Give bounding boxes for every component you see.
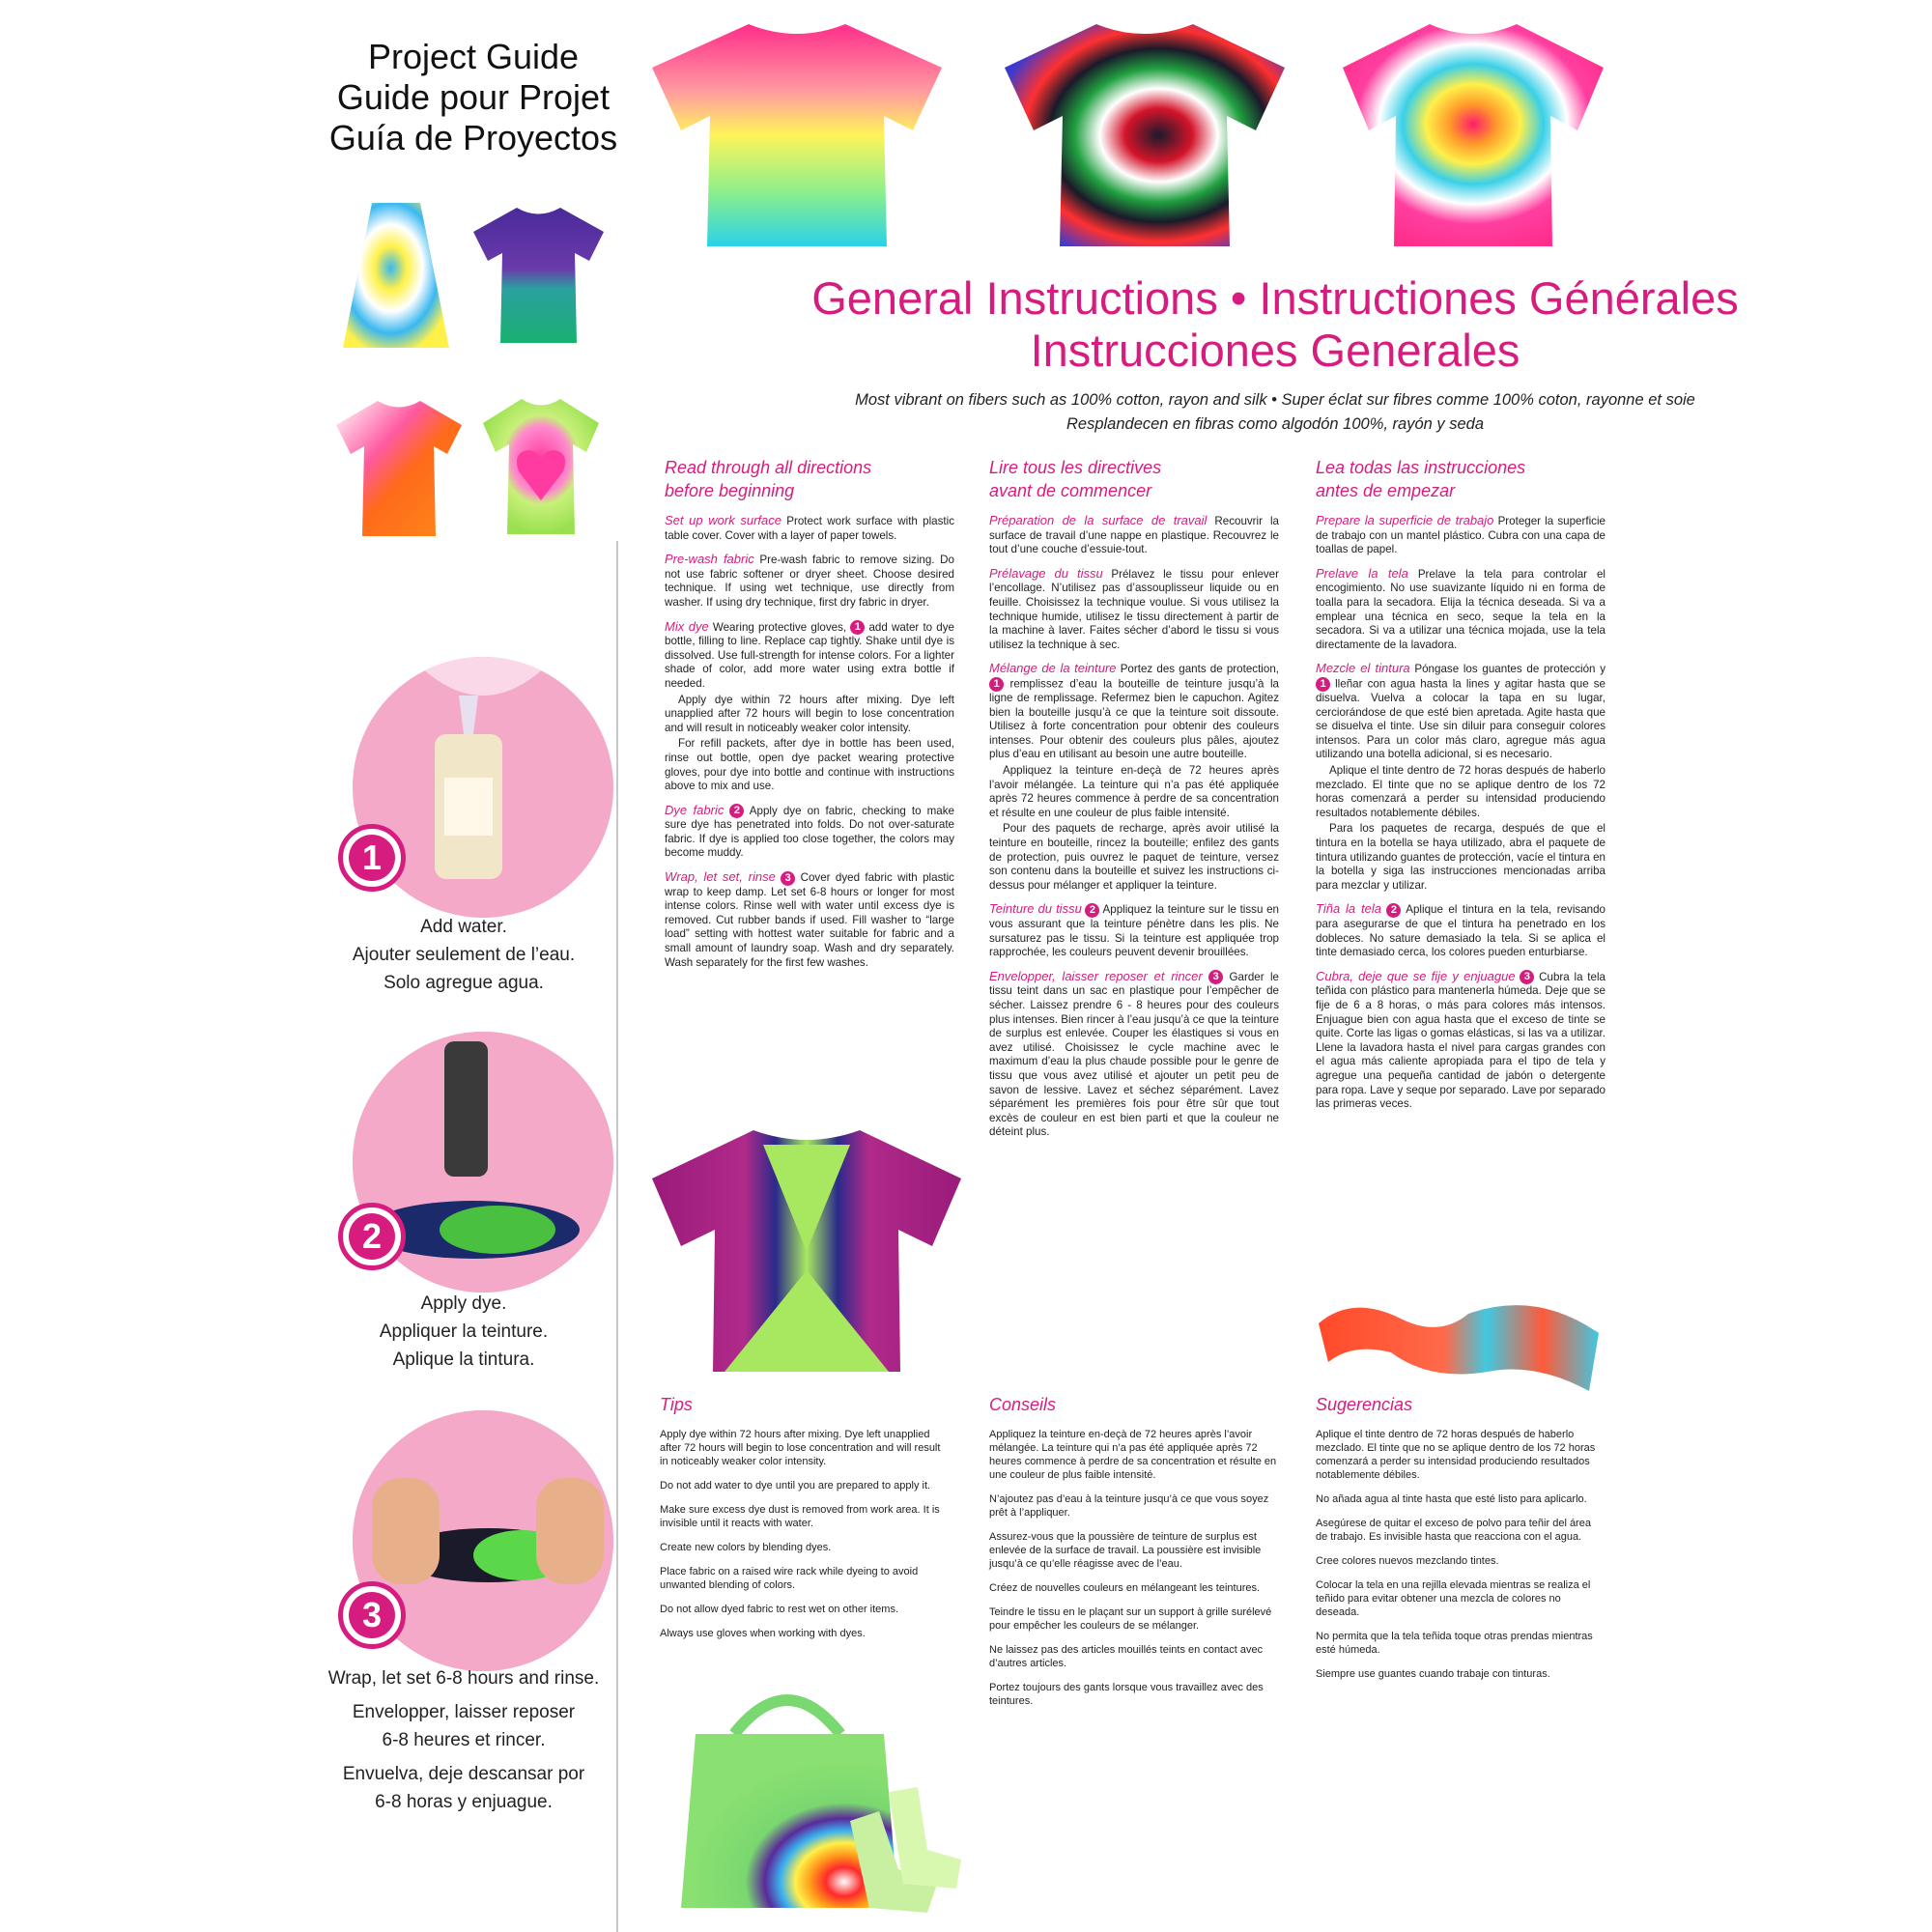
dress-spiral-image: [328, 198, 464, 353]
step-3-badge: 3: [338, 1581, 406, 1649]
french-instructions: Lire tous les directives avant de commencer Préparation de la surface de travail Recouvrir la surface de travail d’une nappe en plastique. Recouvrez le tout d’une couche d’essuie-tout. Prélavage du tissu Prélavez le tissu pour enlever l’encollage. N’utilisez pas d’assouplisseur liquide ou en feuille. Choisissez la technique voulue. Si vous utilisez la technique humide, utilisez le tissu directement à partir de la machine à laver. Faites sécher d’abord le tissu si vous utilisez la technique à sec. Mélange de la teinture Portez des gants de protection, 1 remplissez d’eau la bouteille de teinture jusqu’à la ligne de remplissage. Refermez bien le capuchon. Agitez bien la bouteille jusqu’à ce que la teinture soit dissoute. Utilisez à forte concentration pour obtenir des couleurs intenses. Pour obtenir des couleurs plus pâles, ajoutez plus d’eau en utilisant au besoin une autre bouteille. Appliquez la teinture en-deçà de 72 heures après l’avoir mélangée. La teinture qui n’a pas été appliquée après 72 heures commence à perdre de sa concentration et résulte en une couleur de plus faible intensité. Pour des paquets de recharge, après avoir utilisé la teinture en bouteille, rincez la bouteille; enfilez des gants de protection, puis ouvrez le paquet de teinture, versez son contenu dans la bouteille et suivez les instructions ci-dessus pour mélanger et appliquer la teinture. Teinture du tissu 2 Appliquez la teinture sur le tissu en vous assurant que la teinture pénètre dans les plis. Ne sursaturez pas le tissu. Si la teinture est appliquée trop rapprochée, les couleurs peuvent devenir brouillées. Envelopper, laisser reposer et rincer 3 Garder le tissu teint dans un sac en plastique pour l’empêcher de sécher. Laissez prendre 6 - 8 heures pour des couleurs plus intenses. Bien rincer à l’eau jusqu’à ce que la teinture de surplus est enlevée. Couper les élastiques si vous en avez utilisé. Choisissez le cycle machine avec le maximum d’eau la plus chaude possible pour le genre de tissu que vous avez utilisé et ajouter un petit peu de savon de lessive. Lavez et séchez séparément. Lavez séparément les premières fois pour être sûr que tout excès de couleur en est bien parti et que la couleur ne déteint plus.: [989, 458, 1279, 1139]
sugerencias-heading: Sugerencias: [1316, 1395, 1413, 1414]
orange-shirt-image: [331, 396, 467, 541]
title-line-2: Instrucciones Generales: [1030, 325, 1520, 376]
guide-title-en: Project Guide: [367, 37, 580, 76]
french-heading: Lire tous les directives avant de commencer: [989, 458, 1162, 500]
x-pattern-shirt-image: [647, 1125, 966, 1377]
english-heading: Read through all directions before beginning: [665, 458, 872, 500]
step-1-marker: 1: [850, 620, 865, 635]
scarf-image: [1314, 1285, 1604, 1406]
tips-spanish: Sugerencias Aplique el tinte dentro de 72 horas después de haberlo mezclado. El tinte que no se aplique dentro de los 72 horas comenzará a perder su intensidad produciendo resultados notablemente débiles. No añada agua al tinte hasta que esté listo para aplicarlo. Asegúrese de quitar el exceso de polvo para teñir del área de trabajo. Es invisible hasta que reacciona con el agua. Cree colores nuevos mezclando tintes. Colocar la tela en una rejilla elevada mientras se realiza el teñido para evitar obtener una mezcla de colores no deseada. No permita que la tela teñida toque otras prendas mientras esté húmeda. Siempre use guantes cuando trabaje con tinturas.: [1316, 1393, 1605, 1691]
tips-french: Conseils Appliquez la teinture en-deçà de 72 heures après l’avoir mélangée. La teinture qui n’a pas été appliquée après 72 heures commence à perdre de sa concentration et résulte en une couleur de plus faible intensité. N’ajoutez pas d’eau à la teinture jusqu’à ce que vous soyez prêt à l’appliquer. Assurez-vous que la poussière de teinture de surplus est enlevée de la surface de travail. La poussière est invisible jusqu’à ce qu’elle réagisse avec de l’eau. Créez de nouvelles couleurs en mélangeant les teintures. Teindre le tissu en le plaçant sur un support à grille surélevé pour empêcher les couleurs de se mélanger. Ne laissez pas des articles mouillés teints en contact avec d’autres articles. Portez toujours des gants lorsque vous travaillez avec des teintures.: [989, 1393, 1279, 1719]
tote-bag-image: [676, 1676, 966, 1918]
purple-shirt-image: [469, 203, 609, 348]
general-instructions-title: [628, 272, 1922, 377]
step-3-caption: Wrap, let set 6-8 hours and rinse. Envelopper, laisser reposer 6-8 heures et rincer. Envuelva, deje descansar por 6-8 horas y enjuague.: [327, 1668, 600, 1812]
project-guide-title: [290, 37, 657, 158]
heart-shirt-image: [478, 394, 604, 539]
title-line-1: General Instructions • Instructiones Générales: [811, 272, 1739, 324]
rainbow-shirt-image: [647, 19, 947, 251]
step-2-badge: 2: [338, 1203, 406, 1270]
conseils-heading: Conseils: [989, 1395, 1057, 1414]
dark-spiral-shirt-image: [1000, 19, 1290, 251]
spanish-heading: Lea todas las instrucciones antes de empezar: [1316, 458, 1526, 500]
guide-title-es: Guía de Proyectos: [328, 118, 618, 157]
guide-title-fr: Guide pour Projet: [336, 77, 611, 117]
tips-heading: Tips: [660, 1395, 693, 1414]
column-divider: [616, 541, 618, 1932]
step-1-caption: Add water. Ajouter seulement de l’eau. Solo agregue agua.: [352, 917, 576, 993]
step-2-marker: 2: [729, 804, 744, 818]
tips-english: Tips Apply dye within 72 hours after mixing. Dye left unapplied after 72 hours will begin to lose concentration and will result in noticeably weaker color intensity. Do not add water to dye until you are prepared to apply it. Make sure excess dye dust is removed from work area. It is invisible until it reacts with water. Create new colors by blending dyes. Place fabric on a raised wire rack while dyeing to avoid unwanted blending of colors. Do not allow dyed fabric to rest wet on other items. Always use gloves when working with dyes.: [660, 1393, 950, 1651]
step-2-caption: Apply dye. Appliquer la teinture. Aplique la tintura.: [379, 1293, 549, 1370]
step-1-badge: 1: [338, 824, 406, 892]
step-3-marker: 3: [781, 871, 795, 886]
spanish-instructions: Lea todas las instrucciones antes de empezar Prepare la superficie de trabajo Proteger la superficie de trabajo con un mantel plástico. Cubra con una capa de toallas de papel. Prelave la tela Prelave la tela para controlar el encogimiento. No use suavizante líquido ni en forma de toalla para la secadora. Elija la técnica deseada. Si va a emplear una técnica en seco, seque la tela en la secadora. Si va a utilizar una técnica mojada, use la tela directamente de la lavadora. Mezcle el tintura Póngase los guantes de protección y 1 lleñar con agua hasta la lines y agitar hasta que se disuelva. Vuelva a colocar la tapa en su lugar, cerciorándose de que esté bien apretada. Agite hasta que se disuelva el tinte. Use sin diluir para conseguir colores intensos. Para un color más claro, agregue más agua utilizando una botella adicional, si es necesario. Aplique el tinte dentro de 72 horas después de haberlo mezclado. El tinte que no se aplique dentro de los 72 horas comenzará a perder su intensidad produciendo resultados notablemente débiles. Para los paquetes de recarga, después de que el tintura en la botella se haya utilizado, abra el paquete de tintura utilizando guantes de protección, vacíe el tintura en la botella y siga las instrucciones mencionadas arriba para mezclar y utilizar. Tiña la tela 2 Aplique el tintura en la tela, revisando para asegurarse de que el tintura ha penetrado en los dobleces. No sature demasiado la tela. Si se aplica el tinte demasiado cerca, los colores pueden enturbiarse. Cubra, deje que se fije y enjuague 3 Cubra la tela teñida con plástico para mantenerla húmeda. Deje que se fije de 6 a 8 horas, o más para colores más intensos. Enjuague bien con agua hasta que el exceso de tinte se quite. Corte las ligas o gomas elásticas, si las va a utilizar. Llene la lavadora hasta el nivel para cargas grandes con el agua más caliente apropiada para el tipo de tela y agregue una pequeña cantidad de jabón o detergente para ropa. Lave y seque por separado. Lave por separado las primeras veces.: [1316, 458, 1605, 1111]
english-instructions: Read through all directions before beginning Set up work surface Protect work surface with plastic table cover. Cover with a layer of paper towels. Pre-wash fabric Pre-wash fabric to remove sizing. Do not use fabric softener or dryer sheet. Choose desired technique. If using wet technique, use directly from washer. If using dry technique, first dry fabric in dryer. Mix dye Wearing protective gloves, 1 add water to dye bottle, filling to line. Replace cap tightly. Shake until dye is dissolved. Use full-strength for intense colors. For a lighter shade of color, add more water using extra bottle if needed. Apply dye within 72 hours after mixing. Dye left unapplied after 72 hours will begin to lose concentration and will result in noticeably weaker color intensity. For refill packets, after dye in bottle has been used, rinse out bottle, open dye packet wearing protective gloves, pour dye into bottle and continue with instructions above to mix and use. Dye fabric 2 Apply dye on fabric, checking to make sure dye has penetrated into folds. Do not over-saturate fabric. If dye is applied too close together, the colors may become muddy. Wrap, let set, rinse 3 Cover dyed fabric with plastic wrap to keep damp. Let set 6-8 hours or longer for most intense colors. Rinse well with water until excess dye is removed. Cut rubber bands if used. Fill washer to “large load” setting with hottest water suitable for fabric and a small amount of laundry soap. Wash and dry separately. Wash separately for the first few washes.: [665, 458, 954, 969]
fiber-subtitle: Most vibrant on fibers such as 100% cotton, rayon and silk • Super éclat sur fibres comme 100% coton, rayonne et soie Resplandecen en fibras como algodón 100%, rayón y seda: [855, 391, 1695, 433]
pink-spiral-shirt-image: [1338, 19, 1608, 251]
